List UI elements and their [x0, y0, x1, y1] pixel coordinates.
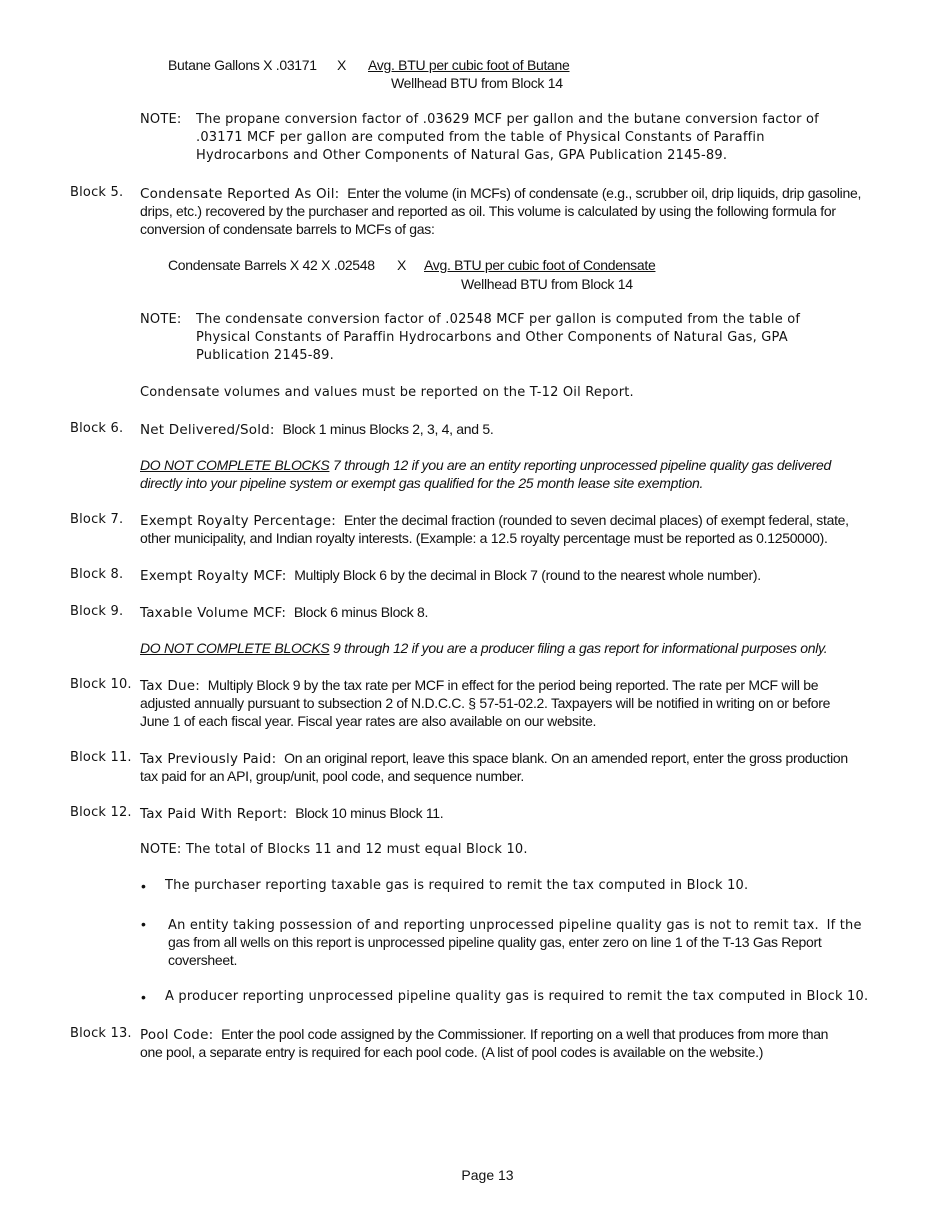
- bullet-dot-1: •: [141, 878, 146, 894]
- note-total: NOTE: The total of Blocks 11 and 12 must equal Block 10.: [140, 842, 528, 857]
- block8-label: Exempt Royalty MCF:: [140, 568, 287, 584]
- condensate-formula-denominator: Wellhead BTU from Block 14: [461, 276, 633, 292]
- block5-text1: Enter the volume (in MCFs) of condensate (e.g., scrubber oil, drip liquids, drip gasoline,: [347, 185, 862, 201]
- bullet-2-text1-tail: If the: [826, 918, 862, 933]
- block8-line: [140, 566, 900, 585]
- do-not-complete-2: [140, 639, 827, 657]
- note-condensate-line3: Publication 2145-89.: [196, 348, 334, 363]
- block10-text1: Multiply Block 9 by the tax rate per MCF in effect for the period being reported. The rate per MCF will be: [207, 677, 819, 693]
- block7-line1: [140, 511, 900, 530]
- note-condensate-line2: Physical Constants of Paraffin Hydrocarbons and Other Components of Natural Gas, GPA: [196, 330, 788, 345]
- block9-line: [140, 603, 900, 622]
- note-condensate-line1: The condensate conversion factor of .02548 MCF per gallon is computed from the table of: [196, 312, 801, 327]
- block7-label: Exempt Royalty Percentage:: [140, 513, 337, 529]
- bullet-dot-2: •: [141, 916, 146, 932]
- block7-text1: Enter the decimal fraction (rounded to seven decimal places) of exempt federal, state,: [343, 512, 849, 528]
- do-not-complete-1-line1: [140, 456, 831, 474]
- block7-line2: other municipality, and Indian royalty interests. (Example: a 12.5 royalty percentage must be reported as 0.1250000).: [140, 530, 828, 546]
- block6-line: [140, 420, 900, 439]
- block10-line2: adjusted annually pursuant to subsection 2 of N.D.C.C. § 57-51-02.2. Taxpayers will be notified in writing on or before: [140, 695, 831, 711]
- block6-label: Net Delivered/Sold:: [140, 422, 275, 438]
- butane-formula-operator: X: [337, 57, 347, 73]
- do-not-complete-2-lead: DO NOT COMPLETE BLOCKS: [140, 640, 330, 656]
- note-propane-line3: Hydrocarbons and Other Components of Natural Gas, GPA Publication 2145-89.: [196, 148, 728, 163]
- butane-formula-left: Butane Gallons X .03171: [168, 57, 317, 73]
- bullet-2-text1: An entity taking possession of and reporting unprocessed pipeline quality gas is not to remit tax.: [168, 918, 819, 933]
- block12-text: Block 10 minus Block 11.: [295, 805, 444, 821]
- bullet-2-line2: gas from all wells on this report is unprocessed pipeline quality gas, enter zero on line 1 of the T-13 Gas Report: [168, 934, 822, 950]
- block10-line1: [140, 676, 900, 695]
- page-number: Page 13: [461, 1167, 514, 1183]
- condensate-formula-numerator: Avg. BTU per cubic foot of Condensate: [424, 257, 656, 273]
- note-propane-label: NOTE:: [140, 112, 182, 127]
- bullet-3-text: A producer reporting unprocessed pipeline quality gas is required to remit the tax computed in Block 10.: [165, 989, 869, 1004]
- block11-text1: On an original report, leave this space blank. On an amended report, enter the gross production: [284, 750, 848, 766]
- do-not-complete-1-line2: directly into your pipeline system or exempt gas qualified for the 25 month lease site exemption.: [140, 475, 704, 491]
- block12-label: Tax Paid With Report:: [140, 806, 288, 822]
- do-not-complete-1-rest: 7 through 12 if you are an entity reporting unprocessed pipeline quality gas delivered: [329, 457, 832, 473]
- bullet-2-line3: coversheet.: [168, 952, 238, 968]
- block13-number: Block 13.: [70, 1026, 132, 1041]
- block11-line2: tax paid for an API, group/unit, pool code, and sequence number.: [140, 768, 524, 784]
- block9-label: Taxable Volume MCF:: [140, 605, 287, 621]
- block5-line3: conversion of condensate barrels to MCFs of gas:: [140, 221, 435, 237]
- condensate-formula-left: Condensate Barrels X 42 X .02548: [168, 257, 375, 273]
- block10-label: Tax Due:: [140, 678, 200, 694]
- block13-line1: [140, 1025, 900, 1044]
- do-not-complete-2-rest: 9 through 12 if you are a producer filing a gas report for informational purposes only.: [329, 640, 828, 656]
- butane-formula-denominator: Wellhead BTU from Block 14: [391, 75, 563, 91]
- block8-text: Multiply Block 6 by the decimal in Block 7 (round to the nearest whole number).: [294, 567, 761, 583]
- do-not-complete-1-lead: DO NOT COMPLETE BLOCKS: [140, 457, 330, 473]
- block12-number: Block 12.: [70, 805, 132, 820]
- block6-text: Block 1 minus Blocks 2, 3, 4, and 5.: [282, 421, 494, 437]
- block5-label: Condensate Reported As Oil:: [140, 186, 340, 202]
- block13-label: Pool Code:: [140, 1027, 214, 1043]
- note-propane-line2: .03171 MCF per gallon are computed from the table of Physical Constants of Paraffin: [196, 130, 765, 145]
- butane-formula-numerator: Avg. BTU per cubic foot of Butane: [368, 57, 570, 73]
- note-condensate-label: NOTE:: [140, 312, 182, 327]
- block7-number: Block 7.: [70, 512, 124, 527]
- block13-line2: one pool, a separate entry is required for each pool code. (A list of pool codes is available on the website.): [140, 1044, 764, 1060]
- block11-line1: [140, 749, 900, 768]
- block12-line: [140, 804, 900, 823]
- block8-number: Block 8.: [70, 567, 124, 582]
- block5-line2: drips, etc.) recovered by the purchaser and reported as oil. This volume is calculated by using the following formula for: [140, 203, 836, 219]
- block9-number: Block 9.: [70, 604, 124, 619]
- note-propane-line1: The propane conversion factor of .03629 MCF per gallon and the butane conversion factor of: [196, 112, 819, 127]
- block5-number: Block 5.: [70, 185, 124, 200]
- block10-line3: June 1 of each fiscal year. Fiscal year rates are also available on our website.: [140, 713, 597, 729]
- block6-number: Block 6.: [70, 421, 124, 436]
- bullet-dot-3: •: [141, 989, 146, 1005]
- condensate-report-note: Condensate volumes and values must be reported on the T-12 Oil Report.: [140, 385, 634, 400]
- block11-label: Tax Previously Paid:: [140, 751, 277, 767]
- bullet-2-line1: [168, 915, 862, 935]
- condensate-formula-operator: X: [397, 257, 407, 273]
- bullet-1-text: The purchaser reporting taxable gas is required to remit the tax computed in Block 10.: [165, 878, 749, 893]
- block10-number: Block 10.: [70, 677, 132, 692]
- block11-number: Block 11.: [70, 750, 132, 765]
- block5-line1: [140, 184, 900, 203]
- block13-text1: Enter the pool code assigned by the Commissioner. If reporting on a well that produces from more than: [221, 1026, 829, 1042]
- block9-text: Block 6 minus Block 8.: [293, 604, 429, 620]
